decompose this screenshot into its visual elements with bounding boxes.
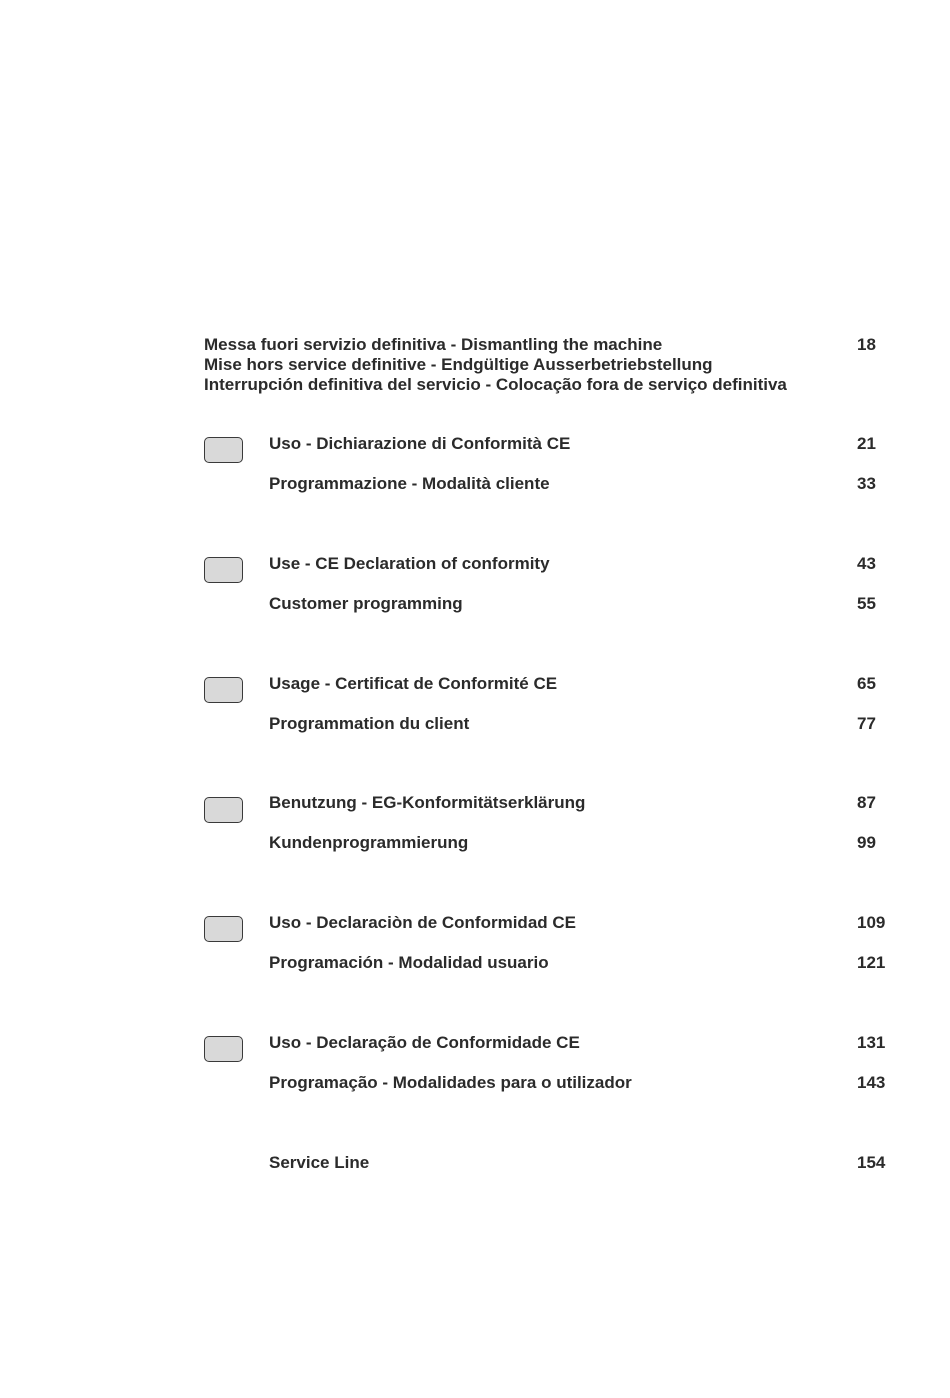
toc-entry-title[interactable]: Customer programming [269,594,463,613]
toc-entry-page: 87 [857,793,876,812]
language-tab-pt[interactable] [204,1036,243,1062]
toc-entry-page: 55 [857,594,876,613]
toc-entry-page: 109 [857,913,886,932]
toc-entry-page: 43 [857,554,876,573]
language-tab-es[interactable] [204,916,243,942]
language-tab-it[interactable] [204,437,243,463]
language-tab-fr[interactable] [204,677,243,703]
toc-entry-page: 143 [857,1073,886,1092]
toc-entry-title[interactable]: Usage - Certificat de Conformité CE [269,674,558,693]
header-page-number: 18 [857,335,876,354]
toc-entry-page: 77 [857,714,876,733]
toc-entry-page: 99 [857,833,876,852]
toc-header [204,335,904,395]
toc-entry-title[interactable]: Kundenprogrammierung [269,833,469,852]
toc-entry-title[interactable]: Programmation du client [269,714,470,733]
toc-entry-title[interactable]: Programação - Modalidades para o utilizador [269,1073,632,1092]
toc-entry-page: 21 [857,434,876,453]
toc-entry-title[interactable]: Use - CE Declaration of conformity [269,554,550,573]
header-line-1: Messa fuori servizio definitiva - Dismantling the machine [204,335,663,354]
header-line-3: Interrupción definitiva del servicio - Colocação fora de serviço definitiva [204,375,787,394]
language-tab-en[interactable] [204,557,243,583]
toc-entry-page: 131 [857,1033,886,1052]
toc-entry-title[interactable]: Benutzung - EG-Konformitätserklärung [269,793,586,812]
toc-entry-title[interactable]: Programmazione - Modalità cliente [269,474,550,493]
toc-entry-title[interactable]: Uso - Declaração de Conformidade CE [269,1033,580,1052]
toc-entry-page: 65 [857,674,876,693]
toc-entry-title[interactable]: Uso - Dichiarazione di Conformità CE [269,434,571,453]
header-line-2: Mise hors service definitive - Endgültige Ausserbetriebstellung [204,355,713,374]
toc-entry-page: 33 [857,474,876,493]
service-line-page: 154 [857,1153,886,1172]
toc-entry-page: 121 [857,953,886,972]
toc-entry-title[interactable]: Programación - Modalidad usuario [269,953,549,972]
language-tab-de[interactable] [204,797,243,823]
toc-entry-title[interactable]: Uso - Declaraciòn de Conformidad CE [269,913,576,932]
service-line-title[interactable]: Service Line [269,1153,370,1172]
